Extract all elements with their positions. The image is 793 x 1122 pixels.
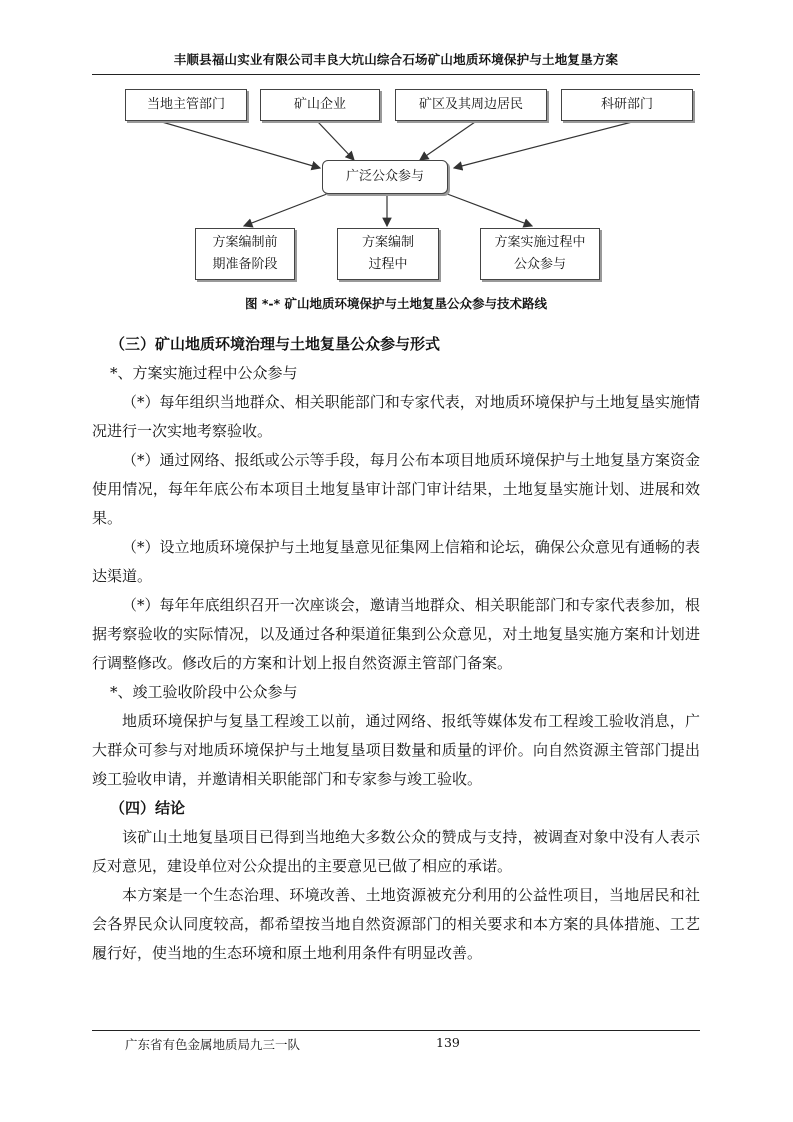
box-local-residents: 矿区及其周边居民 [395, 89, 547, 121]
box-implementation-line2: 公众参与 [513, 257, 566, 272]
paragraph-5: 地质环境保护与复垦工程竣工以前，通过网络、报纸等媒体发布工程竣工验收消息，广大群众可参与对地质环境保护与土地复垦项目数量和质量的评价。向自然资源主管部门提出竣工验收申请，并邀请相关职能部门和专家参与竣工验收。 [92, 712, 700, 788]
box-research-departments: 科研部门 [561, 89, 693, 121]
document-header: 丰顺县福山实业有限公司丰良大坑山综合石场矿山地质环境保护与土地复垦方案 [173, 52, 619, 67]
item-2-title: *、竣工验收阶段中公众参与 [110, 683, 298, 701]
box-during-compilation-line2: 过程中 [368, 257, 408, 272]
figure-caption: 图 *-* 矿山地质环境保护与土地复垦公众参与技术路线 [245, 296, 547, 311]
section-heading-4: （四）结论 [110, 799, 186, 817]
box-during-compilation-line1: 方案编制 [361, 235, 414, 250]
paragraph-2: （*）通过网络、报纸或公示等手段，每月公布本项目地质环境保护与土地复垦方案资金使用情况，每年年底公布本项目土地复垦审计部门审计结果，土地复垦实施计划、进展和效果。 [92, 451, 700, 527]
arrow-authority-to-center [162, 122, 320, 168]
box-pre-preparation [195, 228, 295, 280]
arrow-residents-to-center [420, 122, 475, 160]
box-local-authority: 当地主管部门 [125, 89, 247, 121]
box-implementation-line1: 方案实施过程中 [494, 235, 586, 250]
item-1-title: *、方案实施过程中公众参与 [110, 364, 298, 382]
body-content [92, 330, 700, 968]
arrow-research-to-center [454, 122, 632, 168]
arrow-center-to-pre [244, 192, 332, 226]
paragraph-3: （*）设立地质环境保护与土地复垦意见征集网上信箱和论坛，确保公众意见有通畅的表达渠道。 [92, 538, 700, 585]
paragraph-7: 本方案是一个生态治理、环境改善、土地资源被充分利用的公益性项目，当地居民和社会各界民众认同度较高，都希望按当地自然资源部门的相关要求和本方案的具体措施、工艺履行好，使当地的生态环境和原土地利用条件有明显改善。 [92, 886, 700, 962]
footer-rule [92, 1030, 700, 1031]
box-during-compilation [337, 228, 439, 280]
section-heading-3: （三）矿山地质环境治理与土地复垦公众参与形式 [110, 335, 441, 353]
footer-organization: 广东省有色金属地质局九三一队 [125, 1037, 301, 1052]
paragraph-1: （*）每年组织当地群众、相关职能部门和专家代表，对地质环境保护与土地复垦实施情况进行一次实地考察验收。 [92, 393, 700, 440]
paragraph-4: （*）每年年底组织召开一次座谈会，邀请当地群众、相关职能部门和专家代表参加，根据考察验收的实际情况，以及通过各种渠道征集到公众意见，对土地复垦实施方案和计划进行调整修改。修改后的方案和计划上报自然资源主管部门备案。 [92, 596, 700, 672]
header-rule [92, 74, 700, 75]
box-implementation [480, 228, 600, 280]
box-mining-enterprise: 矿山企业 [260, 89, 380, 121]
arrow-center-to-implementation [442, 192, 532, 226]
page-number: 139 [436, 1035, 460, 1050]
box-pre-preparation-line2: 期准备阶段 [212, 257, 278, 272]
box-pre-preparation-line1: 方案编制前 [212, 235, 278, 250]
paragraph-6: 该矿山土地复垦项目已得到当地绝大多数公众的赞成与支持，被调查对象中没有人表示反对意见，建设单位对公众提出的主要意见已做了相应的承诺。 [92, 828, 700, 875]
arrow-enterprise-to-center [318, 122, 354, 160]
participation-diagram [92, 80, 700, 300]
box-public-participation: 广泛公众参与 [322, 160, 448, 194]
